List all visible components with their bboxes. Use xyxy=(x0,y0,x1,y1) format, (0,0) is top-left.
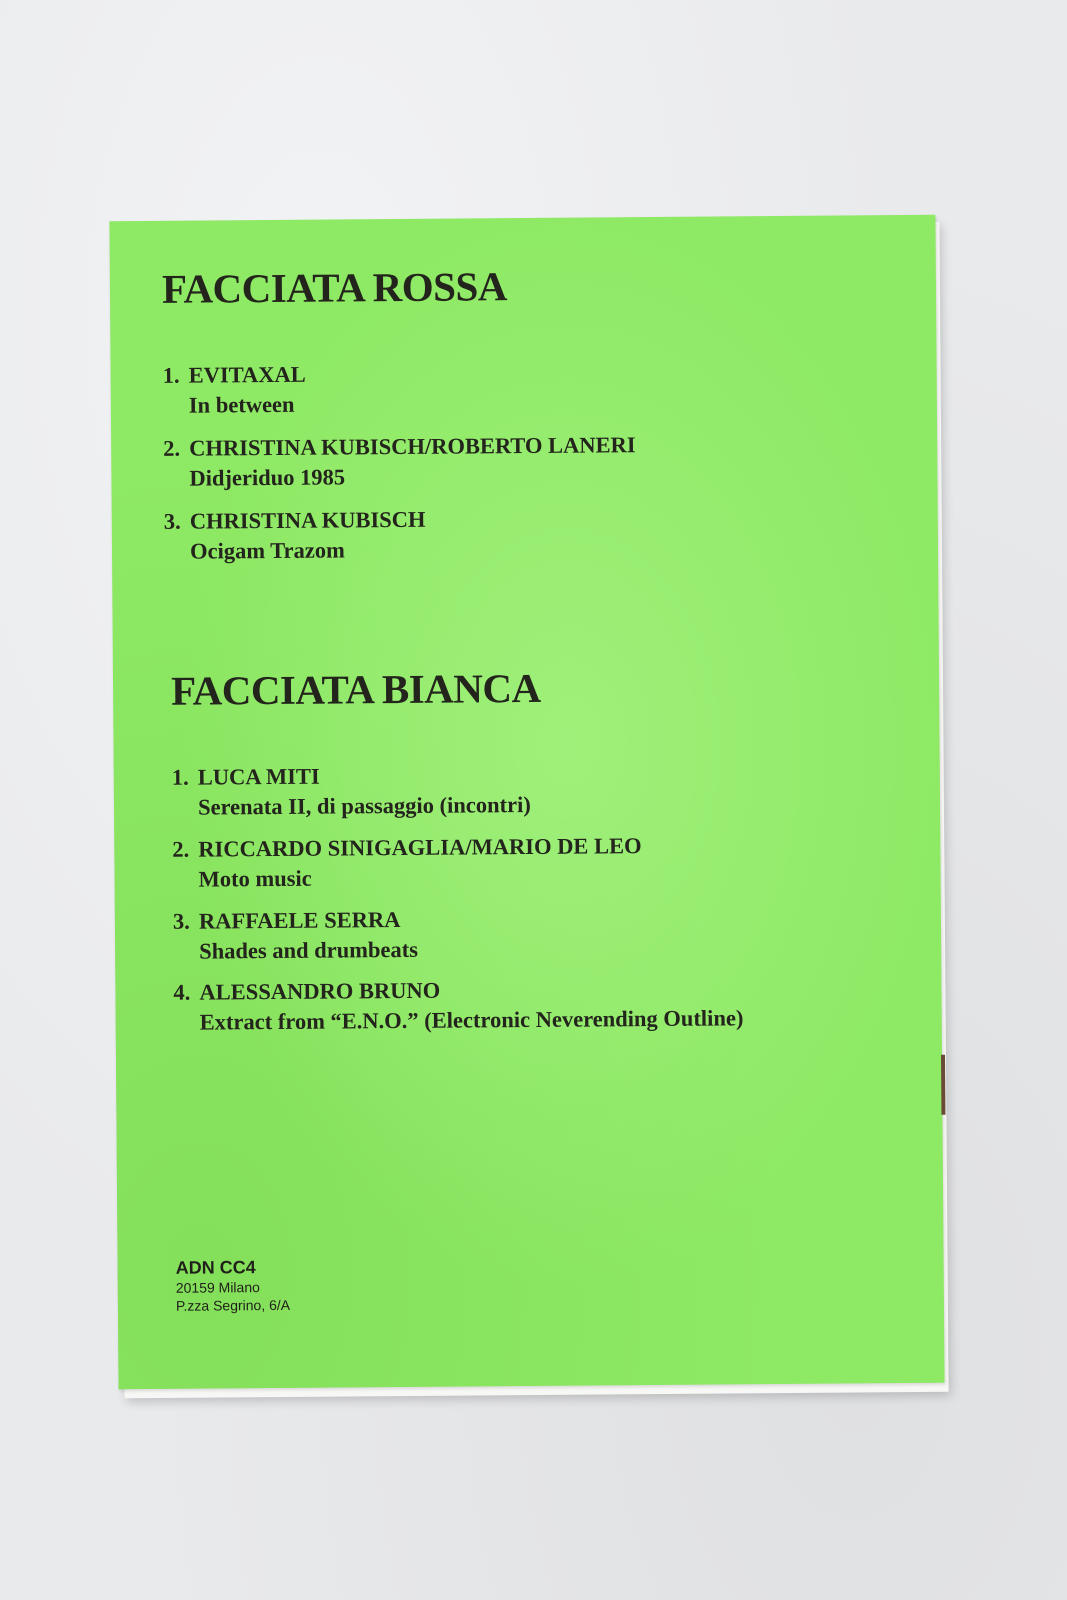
track-number: 4. xyxy=(173,979,191,1005)
track-artist: CHRISTINA KUBISCH/ROBERTO LANERI xyxy=(189,432,636,461)
catalog-code: ADN CC4 xyxy=(175,1257,256,1278)
track-title: Serenata II, di passaggio (incontri) xyxy=(197,791,531,820)
side-b-track-3 xyxy=(173,905,418,967)
address-city: 20159 Milano xyxy=(175,1279,260,1296)
track-number: 3. xyxy=(172,908,190,934)
booklet-edge-mark xyxy=(941,1055,945,1115)
track-number: 1. xyxy=(171,764,189,790)
track-title: Didjeriduo 1985 xyxy=(189,464,346,491)
track-title: Extract from “E.N.O.” (Electronic Neverending Outline) xyxy=(199,1005,744,1035)
track-artist: RAFFAELE SERRA xyxy=(198,906,401,934)
track-artist: LUCA MITI xyxy=(197,763,320,790)
side-a-track-3 xyxy=(164,505,426,567)
track-artist: RICCARDO SINIGAGLIA/MARIO DE LEO xyxy=(198,833,642,862)
track-number: 3. xyxy=(163,508,181,534)
track-number: 2. xyxy=(163,435,181,461)
side-b-heading: FACCIATA BIANCA xyxy=(170,664,541,714)
track-title: Moto music xyxy=(198,865,312,892)
side-b-track-1 xyxy=(172,760,531,823)
track-number: 1. xyxy=(162,362,180,388)
publisher-footer xyxy=(176,1256,291,1315)
booklet-cover xyxy=(109,215,944,1389)
track-artist: CHRISTINA KUBISCH xyxy=(189,506,426,534)
track-title: In between xyxy=(188,391,295,418)
side-a-track-1 xyxy=(163,360,307,421)
side-a-heading: FACCIATA ROSSA xyxy=(161,263,508,312)
track-number: 2. xyxy=(172,836,190,862)
side-b-track-2 xyxy=(172,831,642,895)
side-b-track-4 xyxy=(173,973,743,1037)
track-artist: ALESSANDRO BRUNO xyxy=(199,977,441,1005)
track-title: Shades and drumbeats xyxy=(199,936,419,964)
track-title: Ocigam Trazom xyxy=(189,537,345,564)
track-artist: EVITAXAL xyxy=(188,361,306,388)
address-street: P.zza Segrino, 6/A xyxy=(175,1296,291,1314)
side-a-track-2 xyxy=(163,430,636,494)
